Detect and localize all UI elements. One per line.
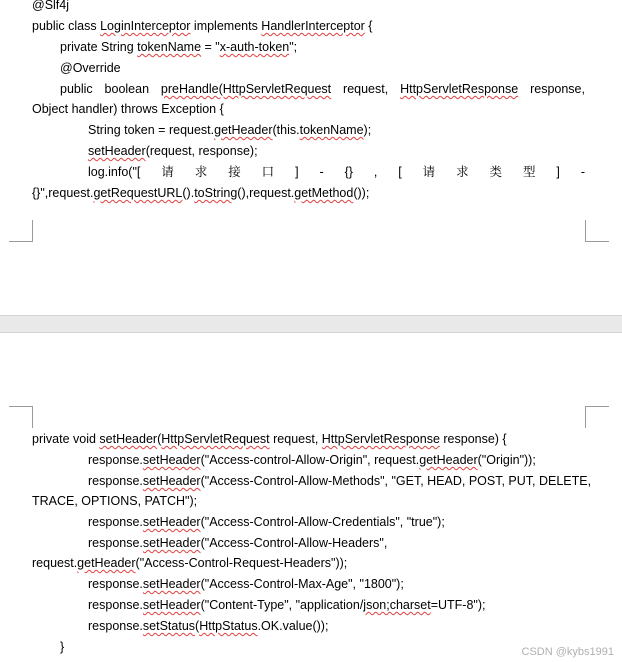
text-segment: request. [32,556,78,570]
spellcheck-word: getRequestURL [93,186,183,200]
document-page-2 [0,333,622,662]
code-line-allow-credentials [88,514,445,531]
text-segment: (this. [272,123,300,137]
word: 请 [161,165,174,179]
code-line-allow-headers-continuation [32,555,347,572]
spellcheck-word: getHeader [77,556,136,570]
spellcheck-word: setHeader [142,536,201,550]
word: log.info("[ [88,165,141,179]
text-segment: {}",request. [32,186,94,200]
spellcheck-word: setHeader [142,577,201,591]
spellcheck-word: setHeader [99,432,158,446]
spellcheck-word: setHeader [142,474,201,488]
word: request, [343,82,389,96]
text-segment: ("Access-Control-Allow-Headers", [200,536,388,550]
text-segment: response. [88,515,143,529]
word: 请 [422,165,436,179]
margin-corner-mark-bottom-right [585,220,609,242]
text-segment: implements [190,19,262,33]
code-line-allow-headers [88,535,387,552]
margin-corner-mark-top-left [9,406,33,428]
spellcheck-word: HttpStatus [199,619,258,633]
code-line-prehandle-continuation [32,101,224,118]
code-line-token-assign [88,122,371,139]
word: {} [344,165,353,179]
code-line-closing-brace [60,639,64,656]
code-line-allow-origin [88,452,536,469]
line-text: TRACE, OPTIONS, PATCH"); [32,494,198,508]
word: boolean [104,82,150,96]
text-segment: ( [157,432,162,446]
text-segment: ("Access-Control-Allow-Credentials", "true"); [200,515,445,529]
text-segment: private String [60,40,138,54]
spellcheck-word: setHeader [142,453,201,467]
code-line-override [60,60,121,77]
text-segment: response. [88,619,143,633]
code-line-prehandle-signature [60,81,585,98]
word: 类 [489,165,503,179]
code-line-annotation-slf4j [32,0,69,14]
margin-corner-mark-bottom-left [9,220,33,242]
code-line-class-declaration [32,18,372,35]
spellcheck-word: getMethod [294,186,354,200]
spellcheck-word: HandlerInterceptor [261,19,365,33]
word: ] [295,165,299,179]
page-break-gap [0,315,622,333]
text-segment: ("Content-Type", "application/ [200,598,364,612]
line-text: Object handler) throws Exception { [32,102,224,116]
code-line-set-header-call [88,143,258,160]
word: response, [530,82,585,96]
document-page-1 [0,0,622,315]
spellcheck-word: getHeader [214,123,273,137]
line-text: @Override [60,61,121,75]
word: - [580,165,585,179]
spellcheck-word: setStatus [142,619,196,633]
spellcheck-word: getHeader [419,453,478,467]
text-segment: response. [88,453,143,467]
code-line-allow-methods-continuation [32,493,197,510]
text-segment: ("Access-Control-Max-Age", "1800"); [200,577,404,591]
word: 求 [456,165,469,179]
code-line-log-args [32,185,369,202]
text-segment: String token = request. [88,123,215,137]
line-text: @Slf4j [32,0,70,12]
spellcheck-word: setHeader [88,144,146,158]
spellcheck-word: HttpServletResponse [321,432,440,446]
word: public [60,82,93,96]
spellcheck-word: setHeader [142,515,201,529]
text-segment: ("Access-Control-Allow-Methods", "GET, HEAD, POST, PUT, DELETE, [200,474,592,488]
text-segment: response. [88,577,143,591]
line-text: } [60,640,65,654]
word: - [319,165,324,179]
text-segment: "; [289,40,298,54]
spellcheck-word: toString [194,186,238,200]
word: 型 [522,165,536,179]
text-segment: (),request. [237,186,295,200]
text-segment: ); [363,123,372,137]
code-line-setheader-method [32,431,507,448]
code-line-allow-methods [88,473,591,490]
text-segment: ()); [353,186,370,200]
spellcheck-word: setHeader [142,598,201,612]
text-segment: response) { [439,432,507,446]
code-line-content-type [88,597,486,614]
spellcheck-word: HttpServletResponse [400,82,519,96]
spellcheck-word: x-auth-token [219,40,290,54]
text-segment: { [364,19,373,33]
code-line-log-info [88,164,585,181]
text-segment: (request, response); [145,144,258,158]
text-segment: ("Access-control-Allow-Origin", request. [200,453,420,467]
word: , [373,165,378,179]
code-line-max-age [88,576,404,593]
spellcheck-word: HttpServletRequest [161,432,270,446]
text-segment: response. [88,536,143,550]
text-segment: (). [182,186,195,200]
text-segment: private void [32,432,100,446]
watermark-text: CSDN @kybs1991 [521,646,614,658]
text-segment: request, [269,432,322,446]
spellcheck-word: preHandle(HttpServletRequest [160,82,332,96]
text-segment: = " [201,40,220,54]
word: 求 [194,165,208,179]
text-segment: ( [195,619,200,633]
spellcheck-word: tokenName [299,123,364,137]
text-segment: ("Origin")); [477,453,536,467]
word: 口 [261,165,275,179]
word: [ [398,165,402,179]
spellcheck-word: tokenName [137,40,202,54]
text-segment: .OK.value()); [257,619,329,633]
spellcheck-word: LoginInterceptor [100,19,191,33]
text-segment: =UTF-8"); [430,598,486,612]
text-segment: response. [88,474,143,488]
word: 接 [228,165,241,179]
margin-corner-mark-top-right [585,406,609,428]
text-segment: response. [88,598,143,612]
text-segment: ("Access-Control-Request-Headers")); [135,556,348,570]
text-segment: public class [32,19,101,33]
code-line-token-field [60,39,297,56]
spellcheck-word: json;charset [363,598,431,612]
code-line-set-status [88,618,328,635]
word: ] [556,165,560,179]
